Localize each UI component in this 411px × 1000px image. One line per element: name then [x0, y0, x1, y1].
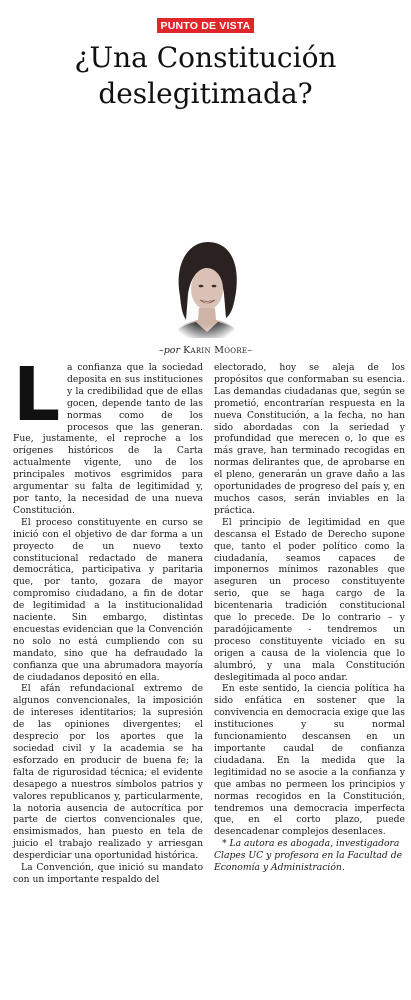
article-paragraph: El proceso constituyente en curso se inició con el objetivo de dar forma a un proyecto de un nuevo texto constitucional redactado de manera democrática, participativa y paritaria que, por tanto, gozara de mayor compromiso ciudadano, a fin de dotar de legitimidad a la institucionalidad naciente. Sin embargo, distintas encuestas evidencian que la Convención no solo no está cumpliendo con su mandato, sino que ha defraudado la confianza que una abrumadora mayoría de ciudadanos depositó en ella. [13, 516, 203, 683]
article-paragraph: En este sentido, la ciencia política ha sido enfática en sostener que la convivencia en democracia exige que las instituciones y su normal funcionamiento descansen en un importante caudal de confianza ciudadana. En la medida que la legitimidad no se asocie a la confianza y que ambas no permeen los principios y normas recogidos en la Constitución, tendremos una democracia imperfecta que, en el corto plazo, puede desencadenar complejos desenlaces. [214, 683, 405, 838]
article-paragraph: El afán refundacional extremo de algunos convencionales, la imposición de intereses identitarios; la supresión de las opiniones divergentes; el desprecio por los aportes que la sociedad civil y la academia se ha esforzado en producir de buena fe; la falta de rigurosidad técnica; el evidente desapego a nuestros símbolos patrios y valores republicanos y, particularmente, la notoria ausencia de autocrítica por parte de ciertos convencionales que, ensimismados, han puesto en tela de juicio el trabajo realizado y arriesgan desperdiciar una oportunidad histórica. [13, 683, 203, 862]
author-note: * La autora es abogada, investigadora Clapes UC y profesora en la Facultad de Economía y Administración. [214, 838, 403, 874]
headline [0, 40, 411, 112]
byline-prefix: –por [158, 345, 181, 356]
section-label [0, 14, 411, 33]
byline-suffix: – [247, 345, 253, 356]
section-label-text: PUNTO DE VISTA [157, 18, 255, 33]
article-paragraph: La Convención, que inició su mandato con un importante respaldo del [13, 862, 203, 885]
headline-line-1: ¿Una Constitución [74, 41, 337, 74]
headline-line-2: deslegitimada? [98, 77, 313, 110]
author-name: Karin Moore [183, 345, 248, 356]
author-photo [166, 234, 246, 338]
article-column-right [214, 362, 405, 874]
article-paragraph: electorado, hoy se aleja de los propósitos que conformaban su esencia. Las demandas ciudadanas que, según se prometió, encontrarían respuesta en la nueva Constitución, a la fecha, no han sido abordadas con la seriedad y profundidad que merecen o, lo que es más grave, han terminado recogidas en normas delirantes que, de aprobarse en el pleno, generarán un grave daño a las oportunidades de progreso del país y, en muchos casos, serán inviables en la práctica. [214, 362, 405, 516]
drop-cap: L [13, 352, 61, 438]
article-column-left [13, 352, 203, 886]
byline [0, 345, 411, 356]
article-paragraph [13, 352, 203, 517]
paragraph-text: a confianza que la sociedad deposita en sus instituciones y la credibilidad que de ellas gocen, depende tanto de las normas como de los procesos que las generan. Fue, justamente, el reproche a los orígenes históricos de la Carta actualmente vigente, uno de los principales motivos esgrimidos para argumentar su falta de legitimidad y, por tanto, la necesidad de una nueva Constitución. [13, 362, 203, 516]
article-paragraph: El principio de legitimidad en que descansa el Estado de Derecho supone que, tanto el poder político como la ciudadanía, seamos capaces de imponernos mínimos razonables que aseguren un proceso constituyente serio, que se haga cargo de la bicentenaria tradición constitucional que lo precede. De lo contrario – y paradójicamente - tendremos un proceso constituyente viciado en su origen a causa de la violencia que lo alumbró, y una mala Constitución deslegitimada al poco andar. [214, 516, 405, 683]
